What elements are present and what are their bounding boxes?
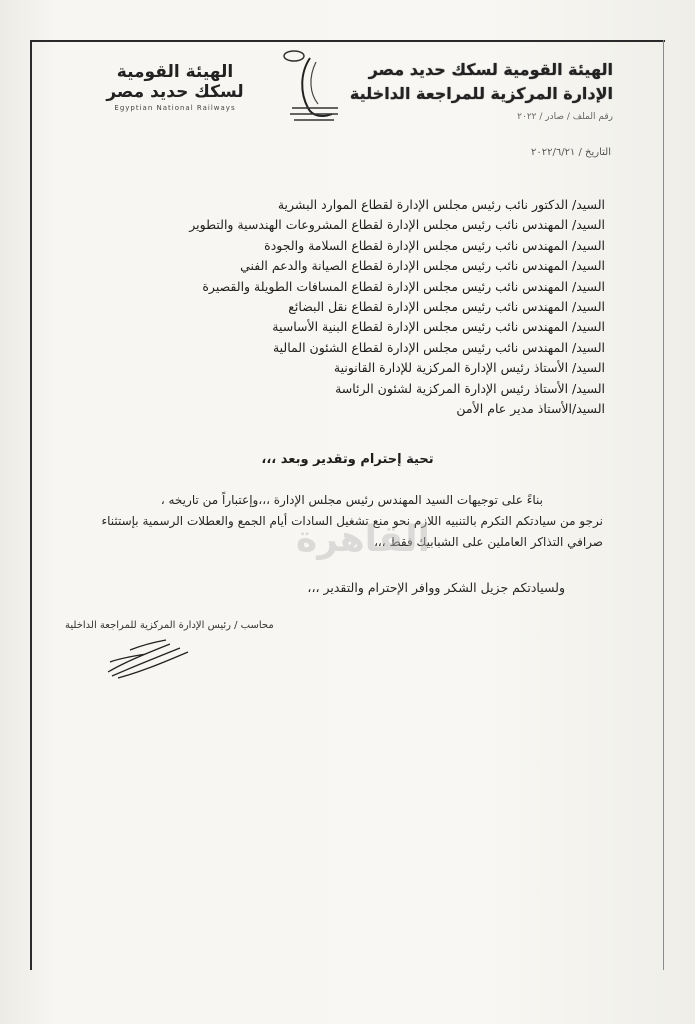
closing-line: ولسيادتكم جزيل الشكر ووافر الإحترام والتقدير ،،،	[307, 580, 565, 595]
document-date: التاريخ / ٢٠٢٢/٦/٢١	[530, 147, 611, 158]
recipient-line: السيد/ المهندس نائب رئيس مجلس الإدارة لقطاع نقل البضائع	[288, 299, 605, 315]
recipients-list	[105, 195, 605, 419]
newspaper-watermark	[288, 503, 438, 573]
recipient-line: السيد/ المهندس نائب رئيس مجلس الإدارة لقطاع البنية الأساسية	[272, 319, 605, 335]
logo-line3: Egyptian National Railways	[114, 104, 236, 112]
watermark-text: القاهرة	[296, 519, 430, 560]
recipient-line: السيد/ المهندس نائب رئيس مجلس الإدارة لقطاع الشئون المالية	[272, 339, 605, 355]
recipient-line: السيد/ الدكتور نائب رئيس مجلس الإدارة لقطاع الموارد البشرية	[277, 197, 605, 212]
frame-right-border	[663, 40, 664, 970]
logo-text	[80, 62, 270, 112]
handwritten-signature	[100, 632, 200, 682]
recipient-line: السيد/ المهندس نائب رئيس مجلس الإدارة لقطاع المشروعات الهندسية والتطوير	[189, 217, 605, 233]
signatory-title: محاسب / رئيس الإدارة المركزية للمراجعة الداخلية	[65, 620, 274, 631]
body-paragraph-2: نرجو من سيادتكم التكرم بالتنبيه اللازم نحو منع تشغيل السادات أيام الجمع والعطلات الرسمية بإستثناء صرافي التذاكر العاملين على الشبابيك فقط ،،،	[101, 514, 603, 549]
railway-emblem-icon	[272, 48, 342, 128]
recipient-line: السيد/ الأستاذ رئيس الإدارة المركزية لشئون الرئاسة	[335, 380, 605, 396]
recipient-line: السيد/ المهندس نائب رئيس مجلس الإدارة لقطاع المسافات الطويلة والقصيرة	[202, 278, 605, 294]
recipient-line: السيد/ الأستاذ رئيس الإدارة المركزية للإدارة القانونية	[333, 360, 605, 376]
body-paragraph-1: بناءً على توجيهات السيد المهندس رئيس مجلس الإدارة ،،،وإعتباراً من تاريخه ،	[160, 493, 543, 507]
greeting: تحية إحترام وتقدير وبعد ،،،	[261, 452, 434, 467]
recipient-line: السيد/ المهندس نائب رئيس مجلس الإدارة لقطاع السلامة والجودة	[264, 237, 605, 253]
logo-line1: الهيئة القومية	[116, 62, 234, 82]
logo-line2: لسكك حديد مصر	[106, 82, 244, 102]
recipient-line: السيد/ المهندس نائب رئيس مجلس الإدارة لقطاع الصيانة والدعم الفني	[240, 258, 605, 274]
letterhead-text	[349, 58, 613, 124]
frame-top-border	[30, 40, 665, 42]
reference-line: رقم الملف / صادر / ٢٠٢٢	[517, 112, 613, 122]
department-name: الإدارة المركزية للمراجعة الداخلية	[349, 84, 613, 103]
railway-logo	[80, 48, 350, 128]
org-name: الهيئة القومية لسكك حديد مصر	[368, 60, 613, 79]
recipient-line: السيد/الأستاذ مدير عام الأمن	[456, 401, 605, 417]
frame-left-border	[30, 40, 32, 970]
